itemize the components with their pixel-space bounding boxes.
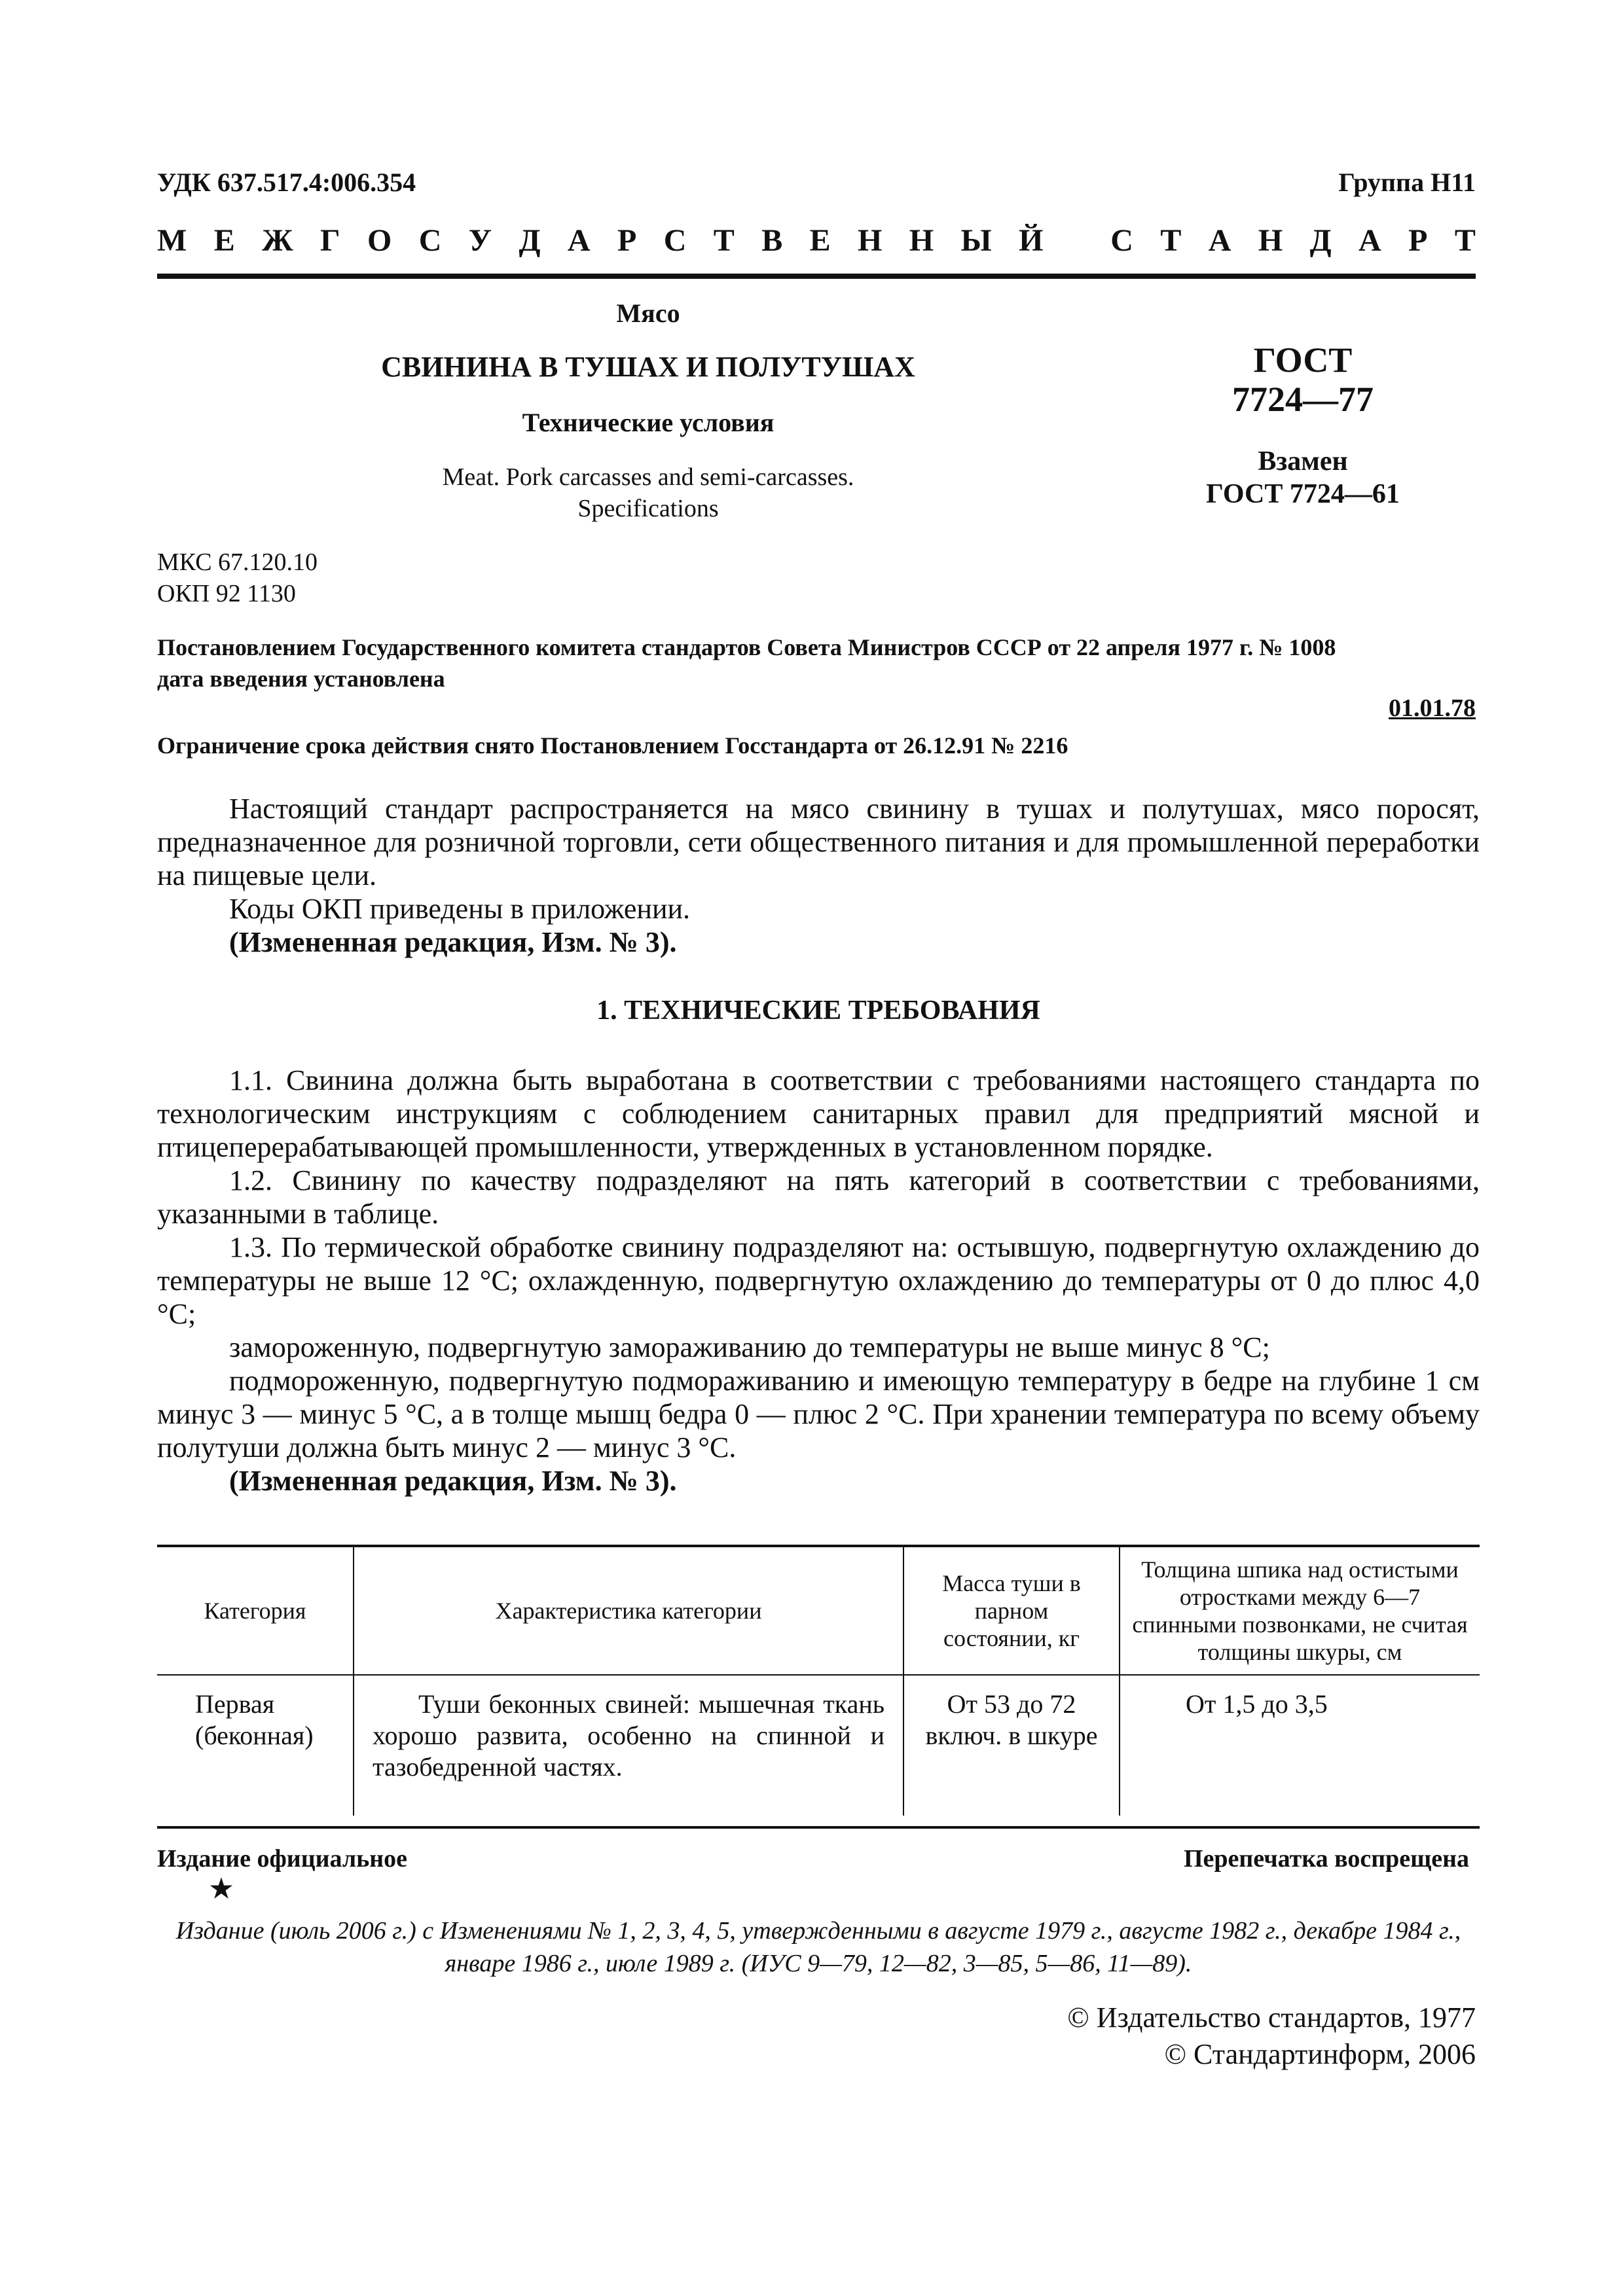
- banner-gap: [1070, 223, 1084, 259]
- group-code: Группа Н11: [1338, 168, 1476, 197]
- gost-label: ГОСТ: [1253, 340, 1353, 380]
- clause-1-3-frozen: замороженную, подвергнутую замораживанию до температуры не выше минус 8 °С;: [229, 1331, 1270, 1363]
- table-header-category: Категория: [157, 1547, 354, 1675]
- row-category: Первая (беконная): [157, 1675, 354, 1816]
- table-bottom-rule: [157, 1826, 1480, 1829]
- banner-letter: Р: [1408, 223, 1428, 258]
- row-fat-thickness: От 1,5 до 3,5: [1186, 1689, 1328, 1719]
- banner-letter: Е: [213, 223, 235, 258]
- title-english-line1: Meat. Pork carcasses and semi-carcasses.: [442, 463, 854, 491]
- banner-letter: Г: [320, 223, 340, 258]
- interstate-standard-banner: [157, 223, 1476, 259]
- mks-code: МКС 67.120.10: [157, 548, 318, 576]
- table-row: [157, 1675, 1480, 1816]
- intro-block: [157, 792, 1480, 959]
- decree-block: [157, 632, 1480, 694]
- gost-number: 7724—77: [1232, 380, 1374, 419]
- clause-1-3-subfrozen: подмороженную, подвергнутую подмораживанию и имеющую температуру в бедре на глубине 1 см минус 3 — минус 5 °С, а в толще мышц бедра 0 — плюс 2 °С. При хранении температура по всему объему полутуши должна быть минус 2 — минус 3 °С.: [157, 1365, 1480, 1463]
- banner-letter: Н: [1258, 223, 1283, 258]
- decree-line2: дата введения установлена: [157, 666, 445, 692]
- header-rule: [157, 274, 1476, 279]
- replaces-value: ГОСТ 7724—61: [1206, 479, 1400, 509]
- udk-code: УДК 637.517.4:006.354: [157, 168, 416, 197]
- copyright-block: [1067, 2000, 1476, 2073]
- clause-1-3: 1.3. По термической обработке свинину подразделяют на: остывшую, подвергнутую охлаждению до температуры не выше 12 °С; охлажденную, подвергнутую охлаждению до температуры от 0 до плюс 4,0 °С;: [157, 1231, 1480, 1330]
- banner-letter: Д: [519, 223, 541, 258]
- section-heading: 1. ТЕХНИЧЕСКИЕ ТРЕБОВАНИЯ: [596, 996, 1040, 1026]
- title-pre: Мясо: [616, 298, 680, 328]
- table-header-mass: Масса туши в парном состоянии, кг: [903, 1547, 1120, 1675]
- table-header-row: [157, 1547, 1480, 1675]
- banner-letter: Т: [713, 223, 735, 258]
- banner-letter: А: [1359, 223, 1381, 258]
- effective-date: 01.01.78: [1389, 694, 1476, 722]
- banner-letter: С: [1110, 223, 1133, 258]
- edition-note-line1: Издание (июль 2006 г.) с Изменениями № 1, 2, 3, 4, 5, утвержденными в августе 1979 г., августе 1982 г., декабре 1984 г.,: [175, 1917, 1461, 1945]
- star-icon: ★: [210, 1874, 233, 1903]
- banner-letter: С: [663, 223, 687, 258]
- row-mass: От 53 до 72 включ. в шкуре: [903, 1675, 1120, 1816]
- banner-letter: Д: [1309, 223, 1332, 258]
- edition-note-line2: январе 1986 г., июле 1989 г. (ИУС 9—79, 12—82, 3—85, 5—86, 11—89).: [445, 1950, 1192, 1977]
- banner-letter: Т: [1160, 223, 1182, 258]
- banner-letter: Т: [1454, 223, 1476, 258]
- classification-codes: [157, 547, 318, 609]
- reprint-notice: Перепечатка воспрещена: [1183, 1845, 1469, 1873]
- banner-letter: А: [567, 223, 591, 258]
- banner-letter: Ж: [262, 223, 293, 258]
- title-english-line2: Specifications: [577, 495, 719, 522]
- banner-letter: Ы: [960, 223, 992, 258]
- title-english: [354, 461, 943, 524]
- intro-paragraph: Настоящий стандарт распространяется на мясо свинину в тушах и полутушах, мясо поросят, предназначенное для розничной торговли, сети общественного питания и для промышленной переработки на пищевые цели.: [157, 793, 1480, 891]
- title-subtitle: Технические условия: [522, 408, 775, 437]
- banner-letter: В: [761, 223, 783, 258]
- banner-letter: У: [468, 223, 492, 258]
- banner-letter: С: [418, 223, 442, 258]
- edition-note: [157, 1914, 1480, 1980]
- clause-amendment-note: (Измененная редакция, Изм. № 3).: [229, 1465, 677, 1497]
- categories-table: [157, 1547, 1480, 1816]
- banner-letter: О: [367, 223, 392, 258]
- official-edition: Издание официальное: [157, 1845, 408, 1873]
- section-body: [157, 1064, 1480, 1498]
- gost-designation: [1192, 340, 1414, 419]
- row-characteristic: Туши беконных свиней: мышечная ткань хорошо развита, особенно на спинной и тазобедренной частях.: [354, 1675, 903, 1816]
- intro-okp-note: Коды ОКП приведены в приложении.: [229, 893, 691, 925]
- copyright-publisher: © Издательство стандартов, 1977: [1067, 2001, 1476, 2034]
- page-title: СВИНИНА В ТУШАХ И ПОЛУТУШАХ: [381, 351, 915, 383]
- clause-1-2: 1.2. Свинину по качеству подразделяют на пять категорий в соответствии с требованиями, указанными в таблице.: [157, 1164, 1480, 1230]
- table-header-fat-thickness: Толщина шпика над остистыми отростками между 6—7 спинными позвонками, не считая толщины шкуры, см: [1120, 1547, 1480, 1675]
- table-header-characteristic: Характеристика категории: [354, 1547, 903, 1675]
- banner-letter: Н: [909, 223, 934, 258]
- copyright-standartinform: © Стандартинформ, 2006: [1164, 2038, 1476, 2070]
- banner-letter: Р: [617, 223, 637, 258]
- banner-letter: А: [1208, 223, 1231, 258]
- okp-code: ОКП 92 1130: [157, 580, 296, 607]
- intro-amendment-note: (Измененная редакция, Изм. № 3).: [229, 926, 677, 958]
- banner-letter: Е: [809, 223, 831, 258]
- replaces-label: Взамен: [1258, 446, 1348, 476]
- banner-letter: Й: [1019, 223, 1044, 258]
- clause-1-1: 1.1. Свинина должна быть выработана в соответствии с требованиями настоящего стандарта по технологическим инструкциям с соблюдением санитарных правил для предприятий мясной и птицеперерабатывающей промышленности, утвержденных в установленном порядке.: [157, 1064, 1480, 1163]
- banner-letter: М: [157, 223, 187, 258]
- gost-replaces: [1172, 445, 1434, 511]
- limitation-note: Ограничение срока действия снято Постановлением Госстандарта от 26.12.91 № 2216: [157, 732, 1068, 759]
- banner-letter: Н: [858, 223, 883, 258]
- decree-line1: Постановлением Государственного комитета стандартов Совета Министров СССР от 22 апреля 1977 г. № 1008: [157, 634, 1336, 660]
